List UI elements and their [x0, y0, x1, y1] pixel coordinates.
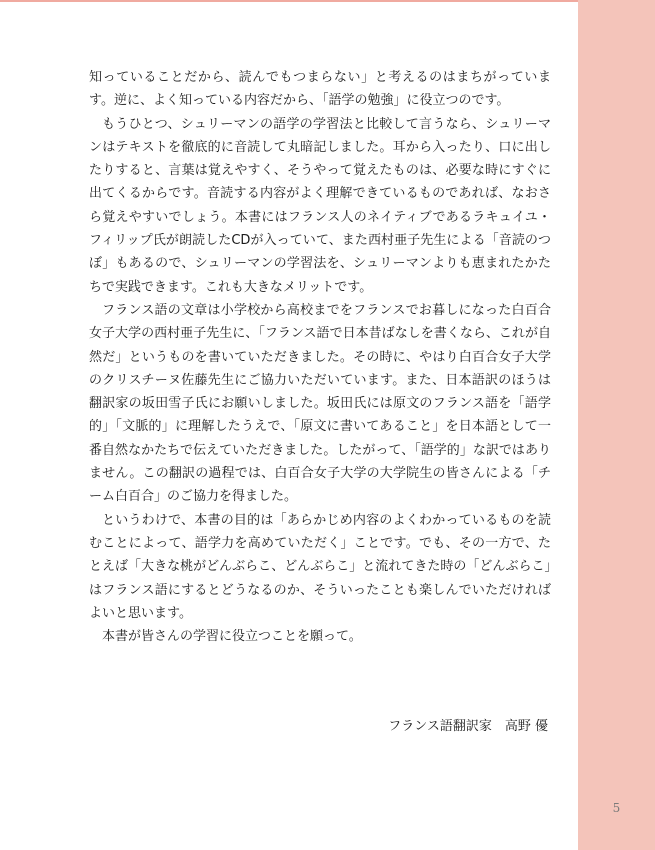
paragraph-french-text: フランス語の文章は小学校から高校までをフランスでお暮しになった白百合女子大学の西村亜子先生に、「フランス語で日本昔ばなしを書くなら、これが自然だ」というものを書いていただきました。その時に、やはり白百合女子大学のクリスチーヌ佐藤先生にご協力いただいています。また、日本語訳のほうは翻訳家の坂田雪子氏にお願いしました。坂田氏には原文のフランス語を「語学的」「文脈的」に理解したうえで、「原文に書いてあること」を日本語として一番自然なかたちで伝えていただきました。したがって、「語学的」な訳ではありません。この翻訳の過程では、白百合女子大学の大学院生の皆さんによる「チーム白百合」のご協力を得ました。 [89, 302, 551, 505]
body-text [89, 66, 551, 648]
paragraph-purpose: というわけで、本書の目的は「あらかじめ内容のよくわかっているものを読むことによって、語学力を高めていただく」ことです。でも、その一方で、たとえば「大きな桃がどんぶらこ、どんぶらこ」と流れてきた時の「どんぶらこ」はフランス語にするとどうなるのか、そういったことも楽しんでいただければよいと思います。 [89, 512, 551, 621]
signature-title: フランス語翻訳家 [388, 719, 492, 734]
paragraph-closing: 本書が皆さんの学習に役立つことを願って。 [102, 629, 362, 645]
page-number: 5 [612, 801, 621, 815]
paragraph-continuation: 知っていることだから、読んでもつまらない」と考えるのはまちがっています。逆に、よく知っている内容だから、「語学の勉強」に役立つのです。 [89, 70, 551, 109]
paragraph-schliemann: もうひとつ、シュリーマンの語学の学習法と比較して言うなら、シュリーマンはテキストを徹底的に音読して丸暗記しました。耳から入ったり、口に出したりすると、言葉は覚えやすく、そうやって覚えたものは、必要な時にすぐに出てくるからです。音読する内容がよく理解できているものであれば、なおさら覚えやすいでしょう。本書にはフランス人のネイティブであるラキュイユ・フィリップ氏が朗読したCDが入っていて、また西村亜子先生による「音読のつぼ」もあるので、シュリーマンの学習法を、シュリーマンよりも恵まれたかたちで実践できます。これも大きなメリットです。 [89, 116, 551, 295]
side-margin-band [578, 0, 655, 850]
top-rule [0, 0, 578, 2]
signature [89, 715, 548, 734]
signature-name: 高野 優 [504, 719, 548, 734]
